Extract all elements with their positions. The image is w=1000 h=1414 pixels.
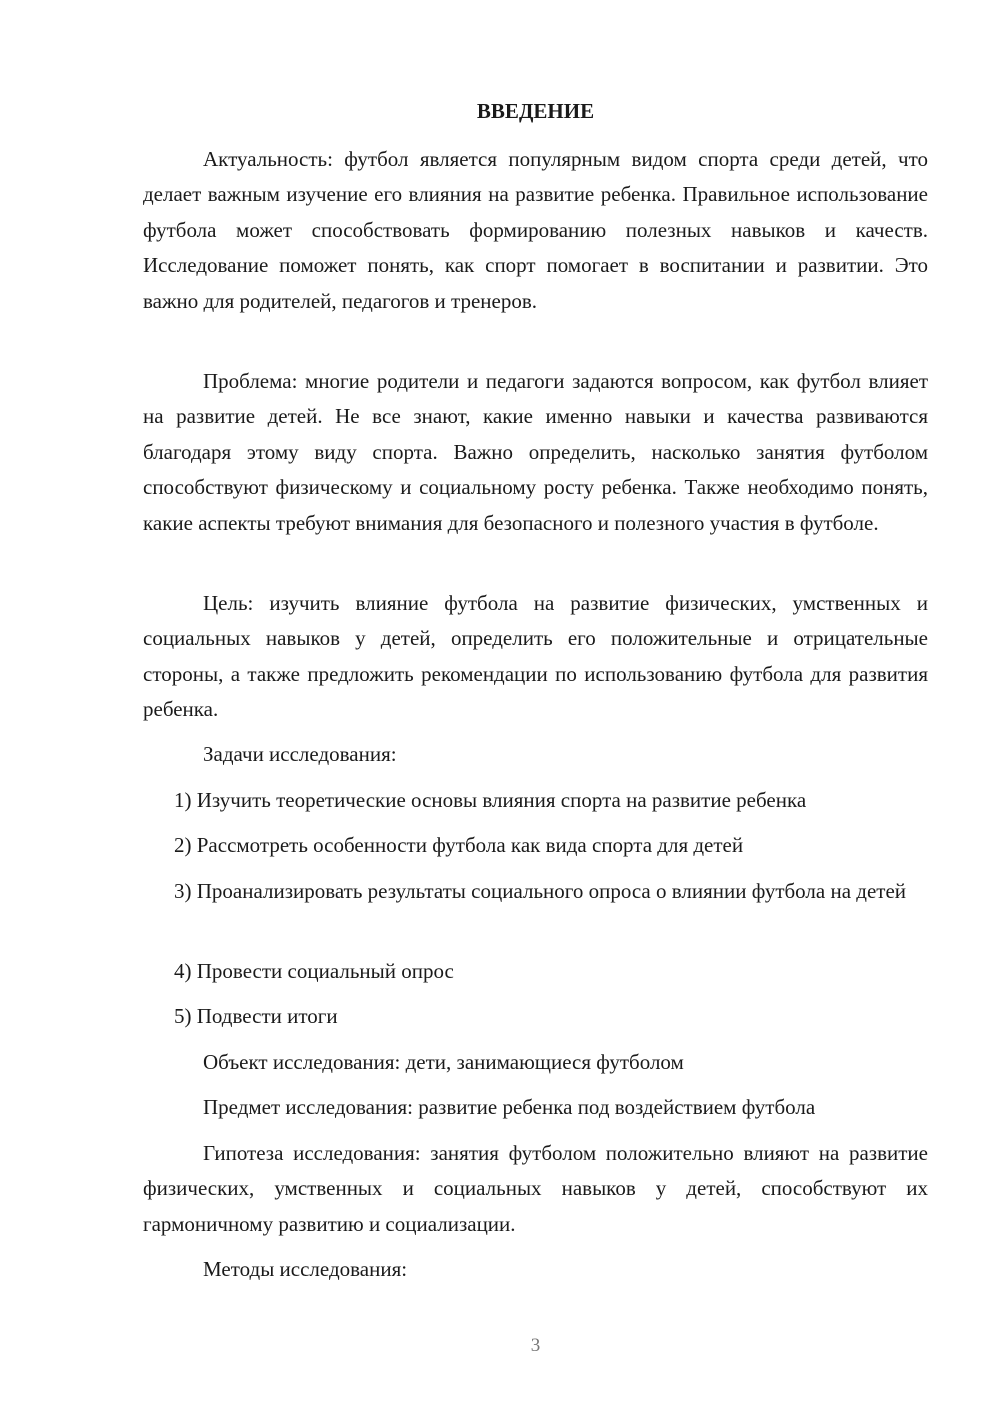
hypothesis-paragraph: Гипотеза исследования: занятия футболом положительно влияют на развитие физических, умственных и социальных навыков у детей, способствуют их гармоничному развитию и социализации. [143,1141,928,1236]
task-item: 3) Проанализировать результаты социального опроса о влиянии футбола на детей [174,879,907,903]
section-title: ВВЕДЕНИЕ [476,99,595,123]
goal-paragraph: Цель: изучить влияние футбола на развитие физических, умственных и социальных навыков у детей, определить его положительные и отрицательные стороны, а также предложить рекомендации по использованию футбола для развития ребенка. [143,591,928,722]
document-page [143,0,928,1414]
tasks-heading: Задачи исследования: [203,742,397,766]
methods-heading: Методы исследования: [203,1257,408,1281]
task-item: 5) Подвести итоги [174,1004,338,1028]
relevance-paragraph: Актуальность: футбол является популярным видом спорта среди детей, что делает важным изучение его влияния на развитие ребенка. Правильное использование футбола может способствовать формированию полезных навыков и качеств. Исследование поможет понять, как спорт помогает в воспитании и развитии. Это важно для родителей, педагогов и тренеров. [143,147,928,313]
task-item: 4) Провести социальный опрос [174,959,454,983]
task-item: 1) Изучить теоретические основы влияния спорта на развитие ребенка [174,788,807,812]
page-number: 3 [530,1335,541,1356]
subject-paragraph: Предмет исследования: развитие ребенка под воздействием футбола [203,1095,816,1119]
problem-paragraph: Проблема: многие родители и педагоги задаются вопросом, как футбол влияет на развитие детей. Не все знают, какие именно навыки и качества развиваются благодаря этому виду спорта. Важно определить, насколько занятия футболом способствуют физическому и социальному росту ребенка. Также необходимо понять, какие аспекты требуют внимания для безопасного и полезного участия в футболе. [143,369,928,535]
task-item: 2) Рассмотреть особенности футбола как вида спорта для детей [174,833,744,857]
object-paragraph: Объект исследования: дети, занимающиеся футболом [203,1050,684,1074]
